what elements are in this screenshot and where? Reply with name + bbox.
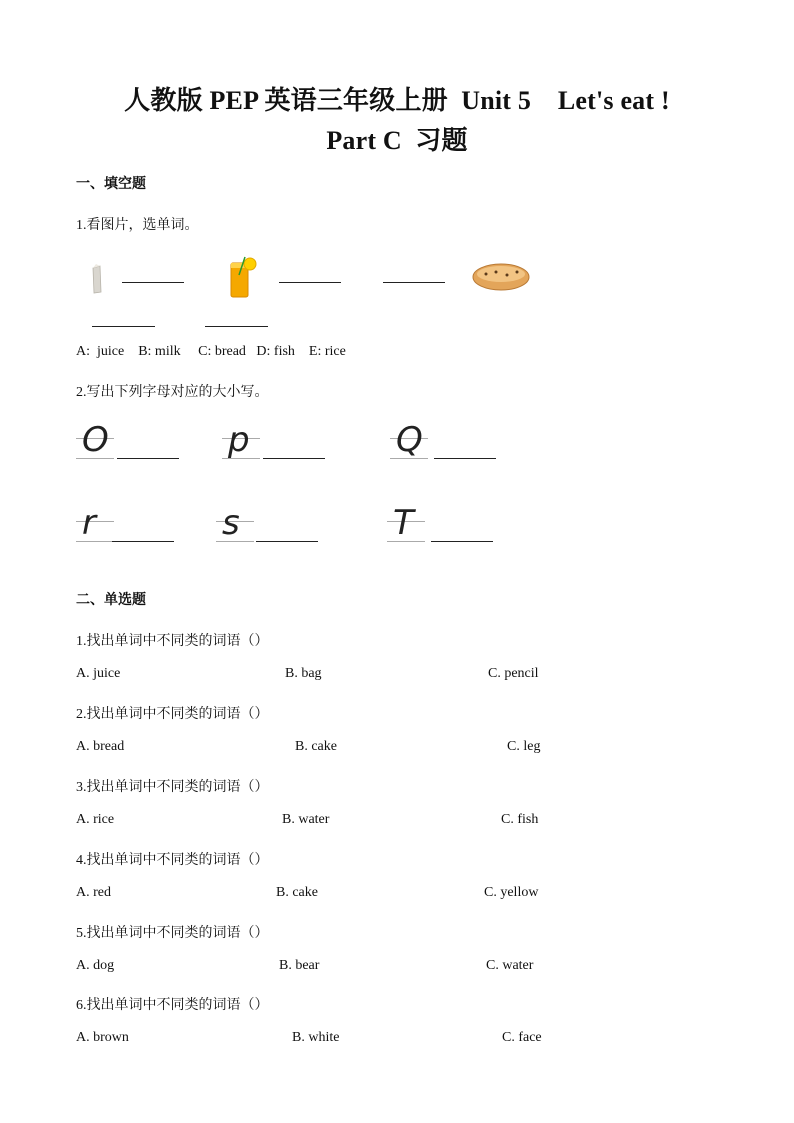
mc-q5-option-b[interactable]: B. bear xyxy=(279,958,320,973)
mc-q1-option-b[interactable]: B. bag xyxy=(285,666,322,681)
mc-q4-prompt: 4.找出单词中不同类的词语（） xyxy=(76,853,269,868)
letter-p: p xyxy=(222,424,258,464)
milk-carton-icon xyxy=(90,264,104,299)
mc-q6-prompt: 6.找出单词中不同类的词语（） xyxy=(76,998,269,1013)
letter-q: Q xyxy=(390,424,426,464)
mc-q3-option-a[interactable]: A. rice xyxy=(76,812,115,827)
mc-q6-option-c[interactable]: C. face xyxy=(502,1030,542,1045)
answer-blank-5[interactable] xyxy=(205,326,268,327)
letter-s: s xyxy=(216,507,252,547)
mc-q4-option-a[interactable]: A. red xyxy=(76,885,111,900)
letter-blank-3[interactable] xyxy=(434,458,496,459)
mc-q4-option-c[interactable]: C. yellow xyxy=(484,885,539,900)
mc-q4-option-b[interactable]: B. cake xyxy=(276,885,318,900)
q2-prompt: 2.写出下列字母对应的大小写。 xyxy=(76,385,269,400)
mc-q2-option-b[interactable]: B. cake xyxy=(295,739,337,754)
letter-blank-6[interactable] xyxy=(431,541,493,542)
answer-blank-4[interactable] xyxy=(92,326,155,327)
bread-loaf-icon xyxy=(472,260,532,297)
mc-q3-prompt: 3.找出单词中不同类的词语（） xyxy=(76,780,269,795)
letter-r: r xyxy=(76,507,112,547)
section2-heading: 二、单选题 xyxy=(76,593,146,608)
mc-q3-option-b[interactable]: B. water xyxy=(282,812,330,827)
q1-prompt: 1.看图片，选单词。 xyxy=(76,218,199,233)
mc-q2-option-c[interactable]: C. leg xyxy=(507,739,541,754)
answer-blank-3[interactable] xyxy=(383,282,445,283)
page-title: 人教版 PEP 英语三年级上册 Unit 5 Let's eat ! xyxy=(124,86,670,115)
section1-heading: 一、填空题 xyxy=(76,177,146,192)
letter-t: T xyxy=(387,507,423,547)
page-subtitle: Part C 习题 xyxy=(326,126,468,155)
mc-q1-option-c[interactable]: C. pencil xyxy=(488,666,539,681)
letter-blank-1[interactable] xyxy=(117,458,179,459)
mc-q6-option-a[interactable]: A. brown xyxy=(76,1030,129,1045)
answer-blank-1[interactable] xyxy=(122,282,184,283)
juice-glass-icon xyxy=(225,255,259,304)
mc-q1-prompt: 1.找出单词中不同类的词语（） xyxy=(76,634,269,649)
mc-q2-prompt: 2.找出单词中不同类的词语（） xyxy=(76,707,269,722)
mc-q5-prompt: 5.找出单词中不同类的词语（） xyxy=(76,926,269,941)
mc-q1-option-a[interactable]: A. juice xyxy=(76,666,121,681)
mc-q5-option-c[interactable]: C. water xyxy=(486,958,534,973)
mc-q6-option-b[interactable]: B. white xyxy=(292,1030,340,1045)
letter-o: O xyxy=(76,424,112,464)
mc-q5-option-a[interactable]: A. dog xyxy=(76,958,115,973)
answer-blank-2[interactable] xyxy=(279,282,341,283)
mc-q3-option-c[interactable]: C. fish xyxy=(501,812,539,827)
letter-blank-2[interactable] xyxy=(263,458,325,459)
letter-blank-4[interactable] xyxy=(112,541,174,542)
q1-options: A: juice B: milk C: bread D: fish E: rice xyxy=(76,344,346,359)
letter-blank-5[interactable] xyxy=(256,541,318,542)
mc-q2-option-a[interactable]: A. bread xyxy=(76,739,125,754)
